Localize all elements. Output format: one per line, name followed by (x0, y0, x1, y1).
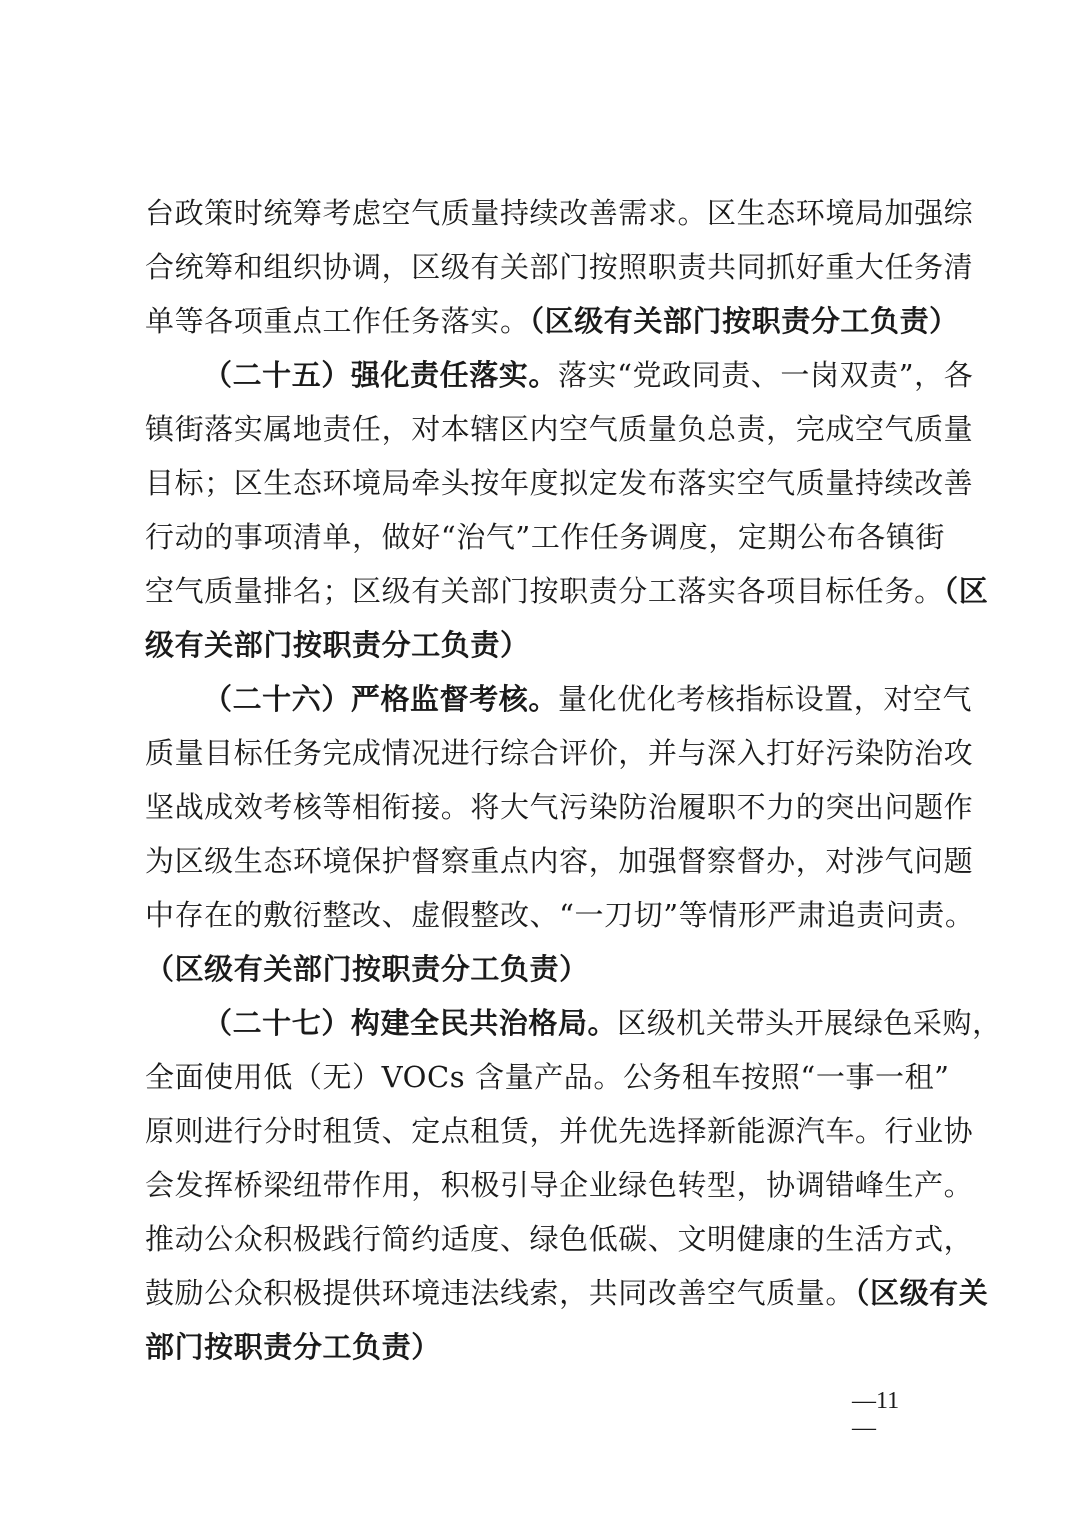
document-body (145, 186, 1002, 1374)
paragraph-text: 量化优化考核指标设置，对空气 (557, 682, 973, 716)
responsibility-note: （区 (943, 574, 989, 608)
responsibility-note: 级有关部门按职责分工负责） (145, 628, 530, 662)
paragraph-line (145, 1266, 989, 1320)
paragraph-line: 中存在的敷衍整改、虚假整改、“一刀切”等情形严肃追责问责。 (145, 898, 975, 932)
paragraph-line: 为区级生态环境保护督察重点内容，加强督察督办，对涉气问题 (145, 844, 974, 878)
paragraph-line: 原则进行分时租赁、定点租赁，并优先选择新能源汽车。行业协 (145, 1114, 974, 1148)
paragraph-line: 全面使用低（无）VOCs 含量产品。公务租车按照“一事一租” (145, 1060, 950, 1094)
paragraph-text: 区级机关带头开展绿色采购， (617, 1006, 1002, 1040)
paragraph-line: 镇街落实属地责任，对本辖区内空气质量负总责，完成空气质量 (145, 412, 974, 446)
responsibility-note: （区级有关部门按职责分工负责） (529, 304, 959, 338)
section-heading: （二十五）强化责任落实。 (203, 358, 558, 392)
responsibility-note: （区级有关 (854, 1276, 989, 1310)
responsibility-note: （区级有关部门按职责分工负责） (145, 952, 589, 986)
paragraph-line: 目标；区生态环境局牵头按年度拟定发布落实空气质量持续改善 (145, 466, 974, 500)
paragraph-line (145, 294, 959, 348)
paragraph-text: 鼓励公众积极提供环境违法线索，共同改善空气质量。 (145, 1276, 855, 1310)
section-heading-line (145, 672, 973, 726)
paragraph-line: 质量目标任务完成情况进行综合评价，并与深入打好污染防治攻 (145, 736, 974, 770)
page-number: —11— (852, 1388, 900, 1441)
section-heading: （二十六）严格监督考核。 (203, 682, 558, 716)
section-heading-line (145, 996, 1002, 1050)
paragraph-text: 单等各项重点工作任务落实。 (145, 304, 530, 338)
paragraph-text: 落实“党政同责、一岗双责”，各 (557, 358, 974, 392)
section-heading: （二十七）构建全民共治格局。 (203, 1006, 618, 1040)
paragraph-line: 合统筹和组织协调，区级有关部门按照职责共同抓好重大任务清 (145, 250, 974, 284)
paragraph-text: 空气质量排名；区级有关部门按职责分工落实各项目标任务。 (145, 574, 944, 608)
paragraph-line: 坚战成效考核等相衔接。将大气污染防治履职不力的突出问题作 (145, 790, 974, 824)
responsibility-note: 部门按职责分工负责） (145, 1330, 441, 1364)
section-heading-line (145, 348, 974, 402)
paragraph-line: 行动的事项清单，做好“治气”工作任务调度，定期公布各镇街 (145, 520, 945, 554)
paragraph-line: 推动公众积极践行简约适度、绿色低碳、文明健康的生活方式， (145, 1222, 974, 1256)
paragraph-line (145, 564, 989, 618)
paragraph-line: 会发挥桥梁纽带作用，积极引导企业绿色转型，协调错峰生产。 (145, 1168, 974, 1202)
paragraph-line: 台政策时统筹考虑空气质量持续改善需求。区生态环境局加强综 (145, 196, 974, 230)
